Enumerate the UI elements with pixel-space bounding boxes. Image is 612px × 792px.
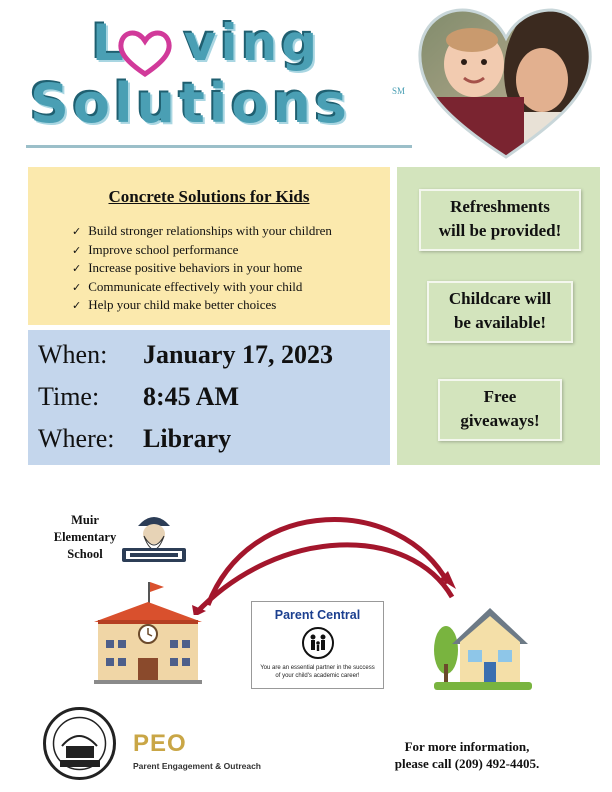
mountaineer-mascot-icon xyxy=(120,512,188,570)
header-divider xyxy=(26,145,412,148)
loving-solutions-logo xyxy=(24,10,404,140)
logo-word-solutions: Solutions xyxy=(30,72,351,135)
benefit-item: ✓ Help your child make better choices xyxy=(72,296,332,315)
peo-subtitle: Parent Engagement & Outreach xyxy=(133,761,262,771)
mother-baby-heart-photo xyxy=(414,2,594,162)
benefit-item: ✓ Improve school performance xyxy=(72,241,332,260)
logo-letter-l: L xyxy=(92,14,128,72)
service-mark: SM xyxy=(392,86,406,96)
parent-central-card xyxy=(251,601,384,689)
when-value: January 17, 2023 xyxy=(143,340,333,369)
curved-arrows-icon xyxy=(190,505,470,615)
refreshments-box: Refreshments will be provided! xyxy=(419,189,581,251)
house-icon xyxy=(430,598,535,693)
concrete-solutions-panel xyxy=(28,167,390,325)
school-building-icon xyxy=(88,580,208,685)
benefits-list xyxy=(72,222,332,315)
giveaways-box: Free giveaways! xyxy=(438,379,562,441)
school-name: Muir Elementary School xyxy=(53,513,117,561)
parent-central-title: Parent Central xyxy=(274,608,361,622)
peo-logo: PEO xyxy=(133,730,187,757)
when-label: When: xyxy=(38,340,108,369)
benefit-item: ✓ Communicate effectively with your child xyxy=(72,278,332,297)
heart-icon xyxy=(116,28,174,78)
time-label: Time: xyxy=(38,382,100,411)
contact-info: For more information, please call (209) 492-4405. xyxy=(394,739,540,771)
parent-central-message: You are an essential partner in the success of your child's academic career! xyxy=(260,665,375,679)
family-icon xyxy=(302,627,334,659)
where-value: Library xyxy=(143,424,232,453)
event-details-panel xyxy=(28,330,390,465)
concrete-solutions-title: Concrete Solutions for Kids xyxy=(108,187,310,206)
where-label: Where: xyxy=(38,424,115,453)
logo-word-ving: ving xyxy=(183,14,321,72)
school-district-seal xyxy=(42,706,117,781)
childcare-box: Childcare will be available! xyxy=(427,281,573,343)
perks-panel xyxy=(397,167,600,465)
benefit-item: ✓ Increase positive behaviors in your home xyxy=(72,259,332,278)
benefit-item: ✓ Build stronger relationships with your children xyxy=(72,222,332,241)
time-value: 8:45 AM xyxy=(143,382,240,411)
